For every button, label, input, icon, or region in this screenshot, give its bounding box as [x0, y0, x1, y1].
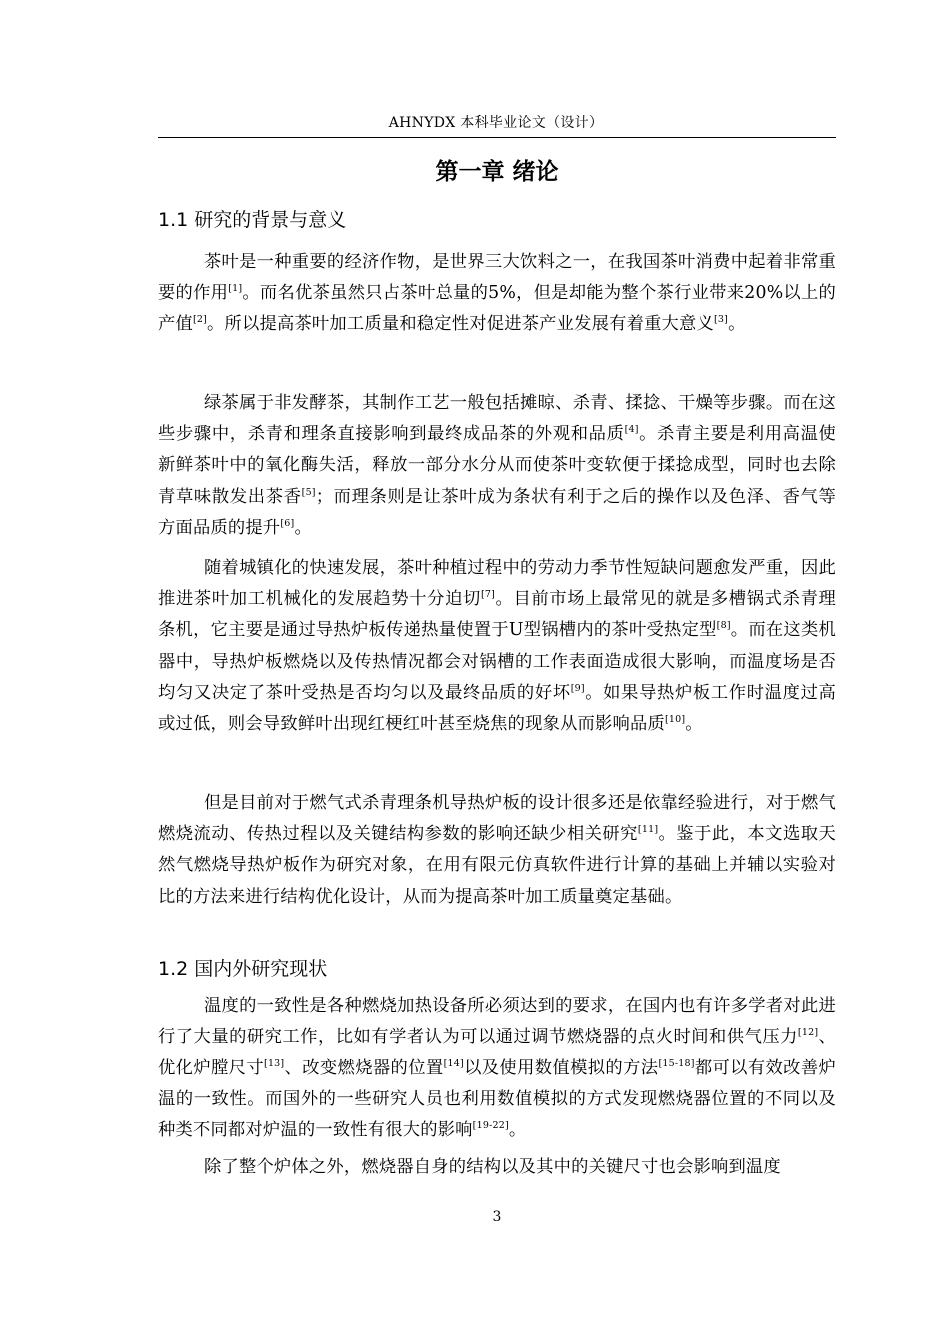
paragraph-text: 。 — [508, 1120, 527, 1140]
paragraph — [158, 247, 836, 341]
paragraph-text: 。如果导热炉板工作时温度过高或过低，则会导致鲜叶出现红梗红叶甚至烧焦的现象从而影响品质 — [158, 682, 836, 735]
citation-ref: [5] — [301, 486, 316, 498]
paragraph-text: 。而在这类机器中，导热炉板燃烧以及传热情况都会对锅槽的工作表面造成很大影响，而温度场是否均匀又决定了茶叶受热是否均匀以及最终品质的好坏 — [158, 620, 836, 703]
paragraph-text: 茶叶是一种重要的经济作物，是世界三大饮料之一，在我国茶叶消费中起着非常重要的作用 — [158, 252, 836, 304]
paragraph-text: ；而理条则是让茶叶成为条状有利于之后的操作以及色泽、香气等方面品质的提升 — [158, 486, 836, 538]
citation-ref: [14] — [443, 1058, 464, 1069]
citation-ref: [19-22] — [472, 1120, 509, 1131]
citation-ref: [2] — [192, 314, 208, 326]
paragraph — [158, 991, 836, 1146]
paragraph-text: 绿茶属于非发酵茶，其制作工艺一般包括摊晾、杀青、揉捻、干燥等步骤。而在这些步骤中，杀青和理条直接影响到最终成品茶的外观和品质 — [158, 393, 836, 445]
header-rule — [158, 137, 836, 138]
paragraph-text: 。而名优茶虽然只占茶叶总量的5%，但是却能为整个茶行业带来20%以上的产值 — [158, 283, 836, 335]
paragraph-text: 。鉴于此，本文选取天然气燃烧导热炉板作为研究对象，在用有限元仿真软件进行计算的基础上并辅以实验对比的方法来进行结构优化设计，从而为提高茶叶加工质量奠定基础。 — [158, 824, 836, 907]
paragraph-text: 。杀青主要是利用高温使新鲜茶叶中的氧化酶失活，释放一部分水分从而使茶叶变软便于揉捻成型，同时也去除青草味散发出茶香 — [158, 424, 837, 507]
paragraph-text: 、改变燃烧器的位置 — [284, 1058, 444, 1078]
paragraph-text: 。 — [294, 517, 312, 538]
paragraph-text: 。目前市场上最常见的就是多槽锅式杀青理条机，它主要是通过导热炉板传递热量使置于U型锅槽内的茶叶受热定型 — [158, 589, 836, 641]
paragraph-text: 但是目前对于燃气式杀青理条机导热炉板的设计很多还是依靠经验进行，对于燃气燃烧流动、传热过程以及关键结构参数的影响还缺少相关研究 — [158, 793, 836, 845]
paragraph — [158, 388, 836, 544]
paragraph — [158, 553, 836, 740]
section-heading-1-1: 1.1 研究的背景与意义 — [158, 209, 347, 231]
paragraph-text: 。所以提高茶叶加工质量和稳定性对促进茶产业发展有着重大意义 — [207, 314, 714, 335]
paragraph — [158, 788, 836, 913]
citation-ref: [13] — [264, 1058, 285, 1069]
citation-ref: [15-18] — [658, 1058, 695, 1069]
paragraph-text: 。 — [685, 714, 703, 735]
citation-ref: [3] — [714, 314, 729, 326]
citation-ref: [8] — [716, 620, 731, 632]
citation-ref: [7] — [481, 589, 496, 601]
citation-ref: [1] — [228, 283, 243, 295]
paragraph-text: 。 — [728, 314, 746, 335]
paragraph-text: 都可以有效改善炉温的一致性。而国外的一些研究人员也利用数值模拟的方式发现燃烧器位置的不同以及种类不同都对炉温的一致性有很大的影响 — [158, 1058, 836, 1140]
citation-ref: [11] — [637, 824, 659, 836]
citation-ref: [4] — [624, 424, 639, 436]
citation-ref: [9] — [570, 682, 585, 694]
paragraph-text: 温度的一致性是各种燃烧加热设备所必须达到的要求，在国内也有许多学者对此进行了大量的研究工作，比如有学者认为可以通过调节燃烧器的点火时间和供气压力 — [158, 996, 836, 1047]
citation-ref: [12] — [797, 1027, 819, 1038]
running-header: AHNYDX 本科毕业论文（设计） — [388, 115, 604, 131]
citation-ref: [6] — [280, 517, 295, 529]
section-heading-1-2: 1.2 国内外研究现状 — [158, 958, 328, 980]
paragraph — [158, 1152, 836, 1183]
paragraph-text: 、优化炉膛尺寸 — [158, 1027, 837, 1078]
paragraph-text: 以及使用数值模拟的方法 — [463, 1058, 659, 1078]
page-number: 3 — [492, 1209, 502, 1225]
chapter-title: 第一章 绪论 — [435, 159, 559, 185]
paragraph-text: 随着城镇化的快速发展，茶叶种植过程中的劳动力季节性短缺问题愈发严重，因此推进茶叶加工机械化的发展趋势十分迫切 — [158, 558, 836, 610]
citation-ref: [10] — [664, 714, 686, 726]
paragraph-text: 除了整个炉体之外，燃烧器自身的结构以及其中的关键尺寸也会影响到温度 — [204, 1157, 781, 1177]
